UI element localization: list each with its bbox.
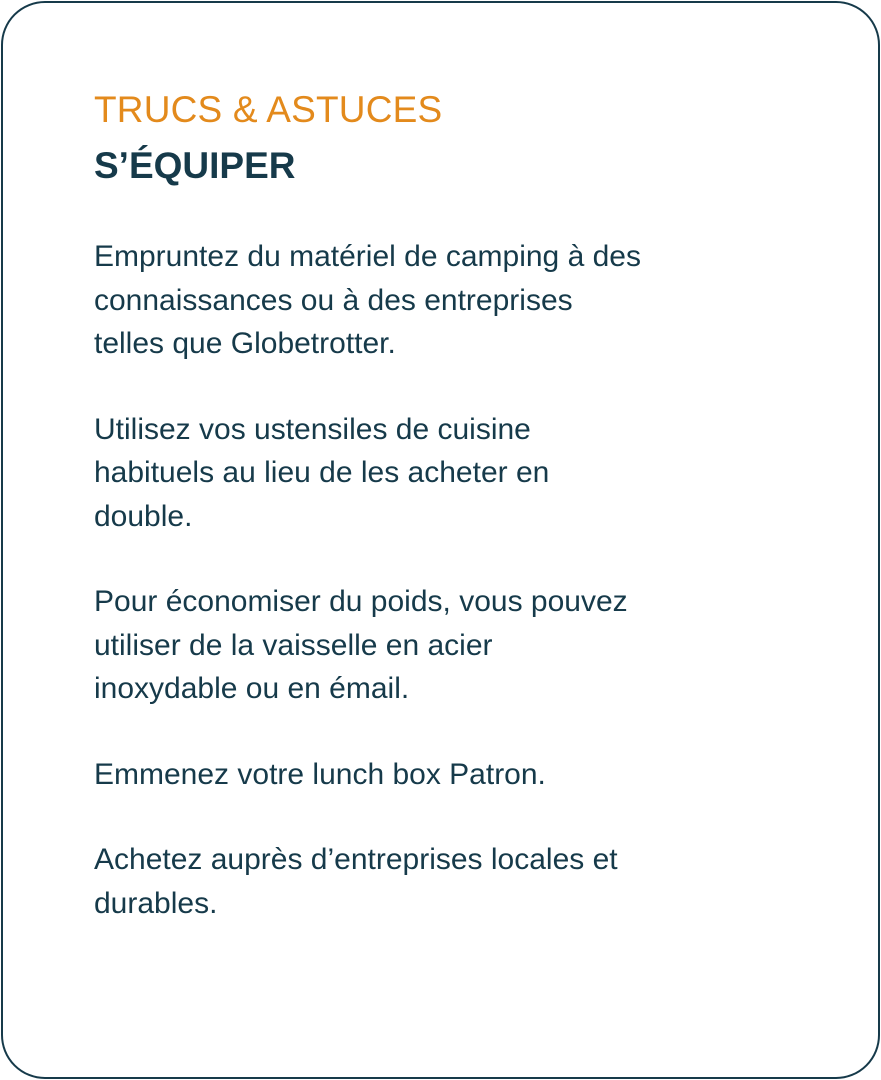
card-title: S’ÉQUIPER — [94, 145, 296, 186]
tip-item: Utilisez vos ustensiles de cuisine habituels au lieu de les acheter en double. — [94, 412, 550, 533]
tips-card-content — [94, 87, 814, 967]
tip-item: Empruntez du matériel de camping à des connaissances ou à des entreprises telles que Globetrotter. — [94, 240, 641, 360]
card-eyebrow: TRUCS & ASTUCES — [94, 89, 443, 130]
tip-item: Pour économiser du poids, vous pouvez utiliser de la vaisselle en acier inoxydable ou en émail. — [94, 585, 628, 705]
tip-item: Achetez auprès d’entreprises locales et durables. — [94, 843, 618, 920]
tips-list — [94, 235, 814, 925]
tip-item: Emmenez votre lunch box Patron. — [94, 757, 546, 791]
tips-card — [1, 1, 880, 1079]
